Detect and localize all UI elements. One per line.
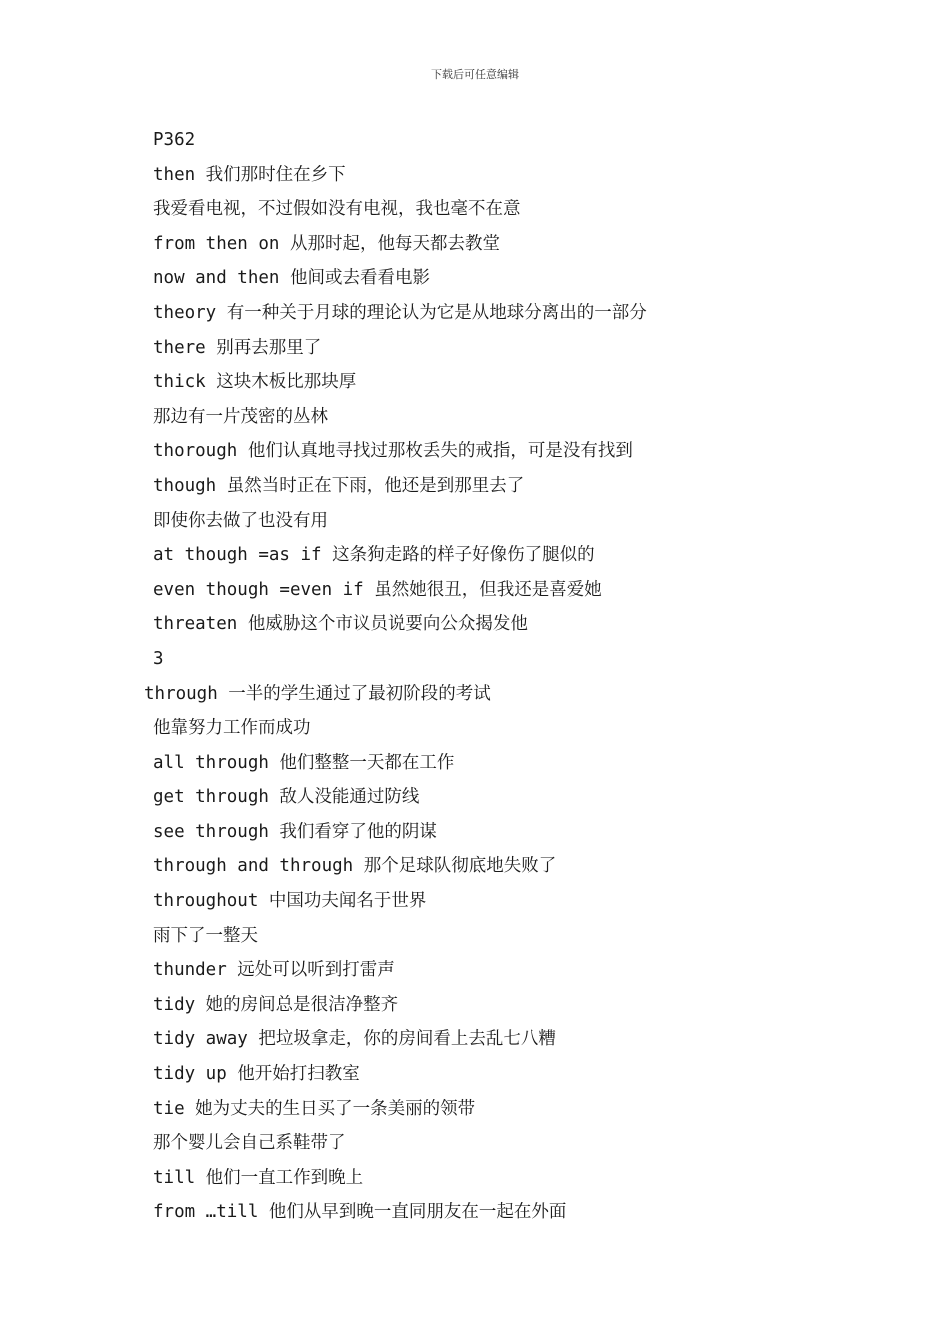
text-line: threaten 他威胁这个市议员说要向公众揭发他	[153, 614, 528, 635]
text-line: thick 这块木板比那块厚	[153, 372, 357, 393]
text-line: till 他们一直工作到晚上	[153, 1167, 364, 1188]
text-line: even though =even if 虽然她很丑，但我还是喜爱她	[153, 579, 602, 600]
text-line: theory 有一种关于月球的理论认为它是从地球分离出的一部分	[153, 302, 647, 323]
text-line: now and then 他间或去看看电影	[153, 268, 430, 289]
document-body	[144, 123, 913, 1230]
page-header: 下载后可任意编辑	[431, 68, 519, 81]
text-line: get through 敌人没能通过防线	[153, 787, 420, 808]
text-line: from then on 从那时起，他每天都去教堂	[153, 233, 500, 254]
text-line: thorough 他们认真地寻找过那枚丢失的戒指，可是没有找到	[153, 441, 633, 462]
text-line: through and through 那个足球队彻底地失败了	[153, 856, 557, 877]
text-line: 雨下了一整天	[153, 925, 258, 946]
text-line: then 我们那时住在乡下	[153, 164, 346, 185]
text-line: 那个婴儿会自己系鞋带了	[153, 1133, 346, 1154]
text-line: tidy away 把垃圾拿走，你的房间看上去乱七八糟	[153, 1029, 556, 1050]
text-line: though 虽然当时正在下雨，他还是到那里去了	[153, 475, 525, 496]
text-line: see through 我们看穿了他的阴谋	[153, 821, 437, 842]
text-line: tie 她为丈夫的生日买了一条美丽的领带	[153, 1098, 476, 1119]
text-line: throughout 中国功夫闻名于世界	[153, 891, 427, 912]
text-line: from …till 他们从早到晚一直同朋友在一起在外面	[153, 1202, 567, 1223]
text-line: at though =as if 这条狗走路的样子好像伤了腿似的	[153, 545, 595, 566]
text-line: 我爱看电视，不过假如没有电视，我也毫不在意	[153, 199, 521, 220]
text-line: 他靠努力工作而成功	[153, 718, 311, 739]
text-line: there 别再去那里了	[153, 337, 322, 358]
text-line: all through 他们整整一天都在工作	[153, 752, 455, 773]
text-line: through 一半的学生通过了最初阶段的考试	[144, 683, 491, 704]
text-line: 3	[153, 648, 164, 669]
text-line: tidy 她的房间总是很洁净整齐	[153, 994, 399, 1015]
text-line: 即使你去做了也没有用	[153, 510, 328, 531]
text-line: P362	[153, 130, 196, 150]
text-line: thunder 远处可以听到打雷声	[153, 960, 395, 981]
text-line: tidy up 他开始打扫教室	[153, 1064, 360, 1085]
text-line: 那边有一片茂密的丛林	[153, 406, 328, 427]
